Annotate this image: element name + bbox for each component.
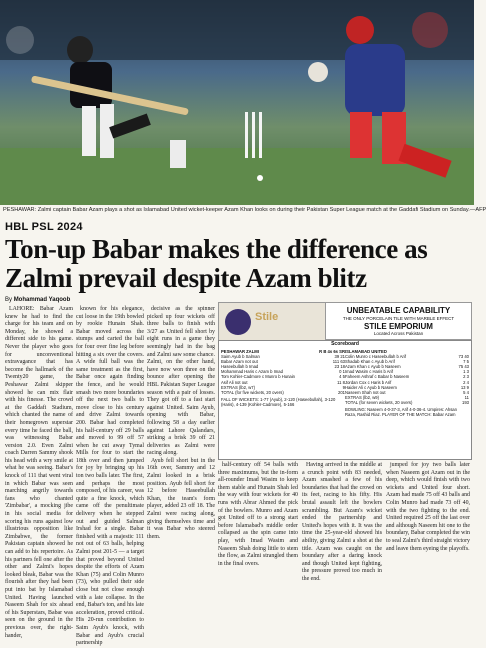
zalmi-team: PESHAWAR ZALMI [221,349,259,354]
match-photo [0,0,474,205]
runs-balls: 4 [339,374,342,380]
player-name: Colin Munro c Haseebullah b Arif [345,354,406,360]
byline-prefix: By [5,297,13,303]
table-row [345,400,469,405]
article-column-3 [147,306,215,544]
banner-store: STILE EMPORIUM [364,322,433,331]
table-row [221,390,345,395]
player-name: Babar Azam not out [221,359,258,365]
scoreboard-title: Scoreboard [331,341,359,347]
ad-banner[interactable] [325,302,472,340]
united-team: ISLAMABAD UNITED [345,349,387,354]
player-name: Saim Ayub b Salman [221,354,260,360]
runs-balls: 11 [464,394,469,400]
runs-balls: 39 [334,354,340,360]
runs-balls: 13 [460,384,466,390]
runs-balls: 11 [337,379,342,385]
runs-balls: 75 [458,364,464,370]
ad-brand: Stile [255,311,279,323]
balls: 4 [466,389,469,395]
balls: 1 [342,369,345,375]
photo-caption: PESHAWAR: Zalmi captain Babar Azam plays a shot as Islamabad United wicket-keeper Azam Khan looks on during their Pakistan Super League match at the Gaddafi Stadium on Sunday.—AFP [3,207,486,213]
photo-illustration [0,0,474,205]
column-4-text: half-century off 54 balls with three maximums, but the in-form all-rounder Imad Wasim to keep them stable and Hunain Shah led the way with four wickets for 40 runs with Abrar Ahmed the pick of the bowlers. Munro and Azam got United off to a strong start before Islamabad's middle order collapsed as the spin came into play, with Imad Wasim and Naseem Shah doing little to stem the flow, as Zalmi strangled them in the final overs. [218,462,298,567]
column-1-text: LAHORE: Babar Azam knew he had to find the charge for his team and on Monday, he showed a different side to his game. Never the player who goes for unconventional extravagance that has become the hallmark of the Twenty20 game, the Peshawar Zalmi skipper showed he can mix flair with his finesse. The crowd at the Gaddafi Stadium, which chanted the name of their homegrown superstar every time he faced the ball, was witnessing Babar version 2.0. Even Zalmi coach Darren Sammy shook his head with a wry smile at what he was seeing. Babar's knock of 111 that went viral in which Babar was seen marching angrily towards fans who chanted 'Zimbabar', a mocking jibe in his social media for scoring his runs against low illustrious opposition like Zimbabwe, the former Pakistan captain showed he can add to his repertoire. As his partners fell one after the other and Zalmi's hopes looked bleak, Babar was the flourish after they had been put into bat by Islamabad United. Having launched Naseem Shah for six ahead of his Superstars, Babar was seen on the ground in the previous over, the right-hander, [5,306,73,639]
zalmi-columns: R B 4s 6s SR [319,349,345,354]
column-3b-text: Ayub fell short but in the 16th over, Sammy and 12 Zalmi looked in a brisk position. Ayub fell short for 12 before Haseebullah Khan, the team's form player, added 23 off 18. The Zalmi were racing along, giving themselves time and it was Babar who steered them. [147,457,215,540]
headline [5,235,470,293]
article-column-1 [5,306,73,639]
column-6-text: jumped for joy two balls later when Naseem got Azam out in the deep, which would finish with two wickets and United four short. Azam had made 75 off 43 balls and Colin Munro had made 73 off 40, with the two fighting to the end. United required 25 off the last over and although Naseem hit one to the boundary, Babar completed the win to seal Zalmi's third straight victory and leave them eyeing the playoffs. [386,462,471,552]
balls: 40 [464,354,469,360]
headline-line-1: Ton-up Babar makes the difference as [5,234,428,264]
runs-balls: 9 [342,384,345,390]
banner-headline: UNBEATABLE CAPABILITY [346,306,451,315]
scoreboard-zalmi [221,349,345,407]
runs-balls: 5 [463,389,466,395]
balls: 18 [340,364,345,370]
player-name: EXTRAS (lb2, w7) [221,384,255,390]
runs-balls: 201 [338,389,345,395]
balls: 3 [466,369,469,375]
player-name: EXTRAS (lb2, w9) [345,394,379,400]
balls: 5 [466,359,469,365]
column-3-text: decisive as the spinner picked up four wickets off three balls to finish with 3/27 as United fell short by eight runs in a game they seemingly had in the bag and Zalmi saw some chance. Zalmi, on the other hand, have now won three on the bounce after opening the HBL Pakistan Super League season with a pair of losses. They got off to a fast start against United. Saim Ayub, opening with Babar, following 58 a day earlier against Lahore Qalandars, striking a brisk 39 off 21 deliveries as Zalmi were racing along. [147,306,215,457]
balls: 5 [342,374,345,380]
balls: 4 [466,379,469,385]
runs-balls: 193 [462,399,469,405]
runs-balls: 73 [458,354,464,360]
balls: 21 [340,354,345,360]
player-name: Faheem Ashraf c Babar b Naseem [345,374,410,380]
player-name: Haseebullah b Imad [221,364,259,370]
section-label: HBL PSL 2024 [5,221,83,233]
runs-balls: 1 [463,369,466,375]
headline-line-2: Zalmi prevail despite Azam blitz [5,263,367,293]
article-column-6 [386,462,471,552]
player-name: Azam Khan c Ayub b Naseem [345,364,401,370]
banner-subtext: THE ONLY PORCELAIN TILE WITH MARBLE EFFECT [342,316,455,321]
runs-balls: 111 [332,359,340,365]
column-5-text: Having arrived in the middle at a crunch point with 83 needed, Azam smashed a few of his boundaries that had the crowd on its feet, racing to his fifty. His brutal assault left the bowlers scrambling. But Azam's wicket ended the partnership and United's hopes with it. It was the time the 25-year-old showed his ability, giving Zalmi a shot at the title. Azam was caught on the boundary after a daring knock and though United kept fighting, the pressure proved too much in the end. [302,462,382,582]
article-column-2 [76,306,144,647]
player-name: Mohammad Haris c Azam b Imad [221,369,283,375]
player-name: Haider Ali c Ayub b Naseem [345,384,397,390]
player-name: Asif Ali not out [221,379,248,385]
runs-balls: 23 [334,364,340,370]
brand-logo-icon [225,309,251,335]
player-name: Jordan Cox c Haris b Arif [345,379,392,385]
balls: 43 [464,364,469,370]
balls: 8 [342,379,345,385]
scoreboard [218,340,472,460]
article-column-4 [218,462,298,567]
banner-location: Located Across Pakistan [373,331,424,336]
player-name: Imad Wasim c Haris b Arif [345,369,394,375]
zalmi-notes: FALL OF WICKETS: 1-77 (Ayub), 2-120 (Haseebullah), 3-120 (Haris), 4-139 (Kohler-Cadmore), 5-166 [221,396,336,407]
player-name: Naseem Shah not out [345,389,386,395]
runs-balls: 2 [463,379,466,385]
runs-balls: 0 [339,369,342,375]
player-name: TOTAL (for seven wickets, 20 overs) [345,399,413,405]
column-2-text: known for his elegance, cut loose in the 19th bowled by rookie Hunain Shah. Babar moved across the stumps and carted the ball for four over fine leg before hitting a six over the covers. A wide full ball was the same treatment as the first, Babar once again finding the fence, and he would smash two more boundaries off the next two balls to move close to his century and drive Zalmi towards 200. Babar had completed his half-century off 29 balls and moved to 99 off 57 when he cut away Tymal Mills for four to start the 18th over and then jumped for joy by bringing up his ton two balls later. The first, and perhaps the most composed, of his career, was quite a fine knock, which came off the penultimate delivery when he stepped out and guided Salman Irshad for a single. Babar finished with a majestic 111 not out of 63 balls, helping Zalmi post 201-5 — a target that proved beyond United despite the efforts of Azam Khan (75) and Colin Munro (73), who pulled their side close but not close enough with a late collapse. In the end, Babar's ton, and his late acceleration, proved critical. His 20-run contribution to Saim Ayub's knock, with Babar and Ayub's crucial partnership [76,306,144,647]
player-name: Shadab Khan c Ayub b Arif [345,359,395,365]
balls: 9 [466,384,469,390]
runs-balls: 7 [463,359,466,365]
united-notes: BOWLING: Naseem 4-0-37-3, Arif 4-0-36-4. Umpires: Ahsan Raza, Rashid Riaz. PLAYER OF THE MATCH: Babar Azam [345,407,457,418]
runs-balls: 2 [463,374,466,380]
byline [5,297,70,303]
balls: 3 [466,374,469,380]
article-column-5 [302,462,382,582]
player-name: Tom Kohler-Cadmore c Munro b Hunain [221,374,296,380]
byline-author: Mohammad Yaqoob [13,297,71,303]
player-name: TOTAL (for five wickets, 20 overs) [221,389,284,395]
balls: 63 [340,359,345,365]
